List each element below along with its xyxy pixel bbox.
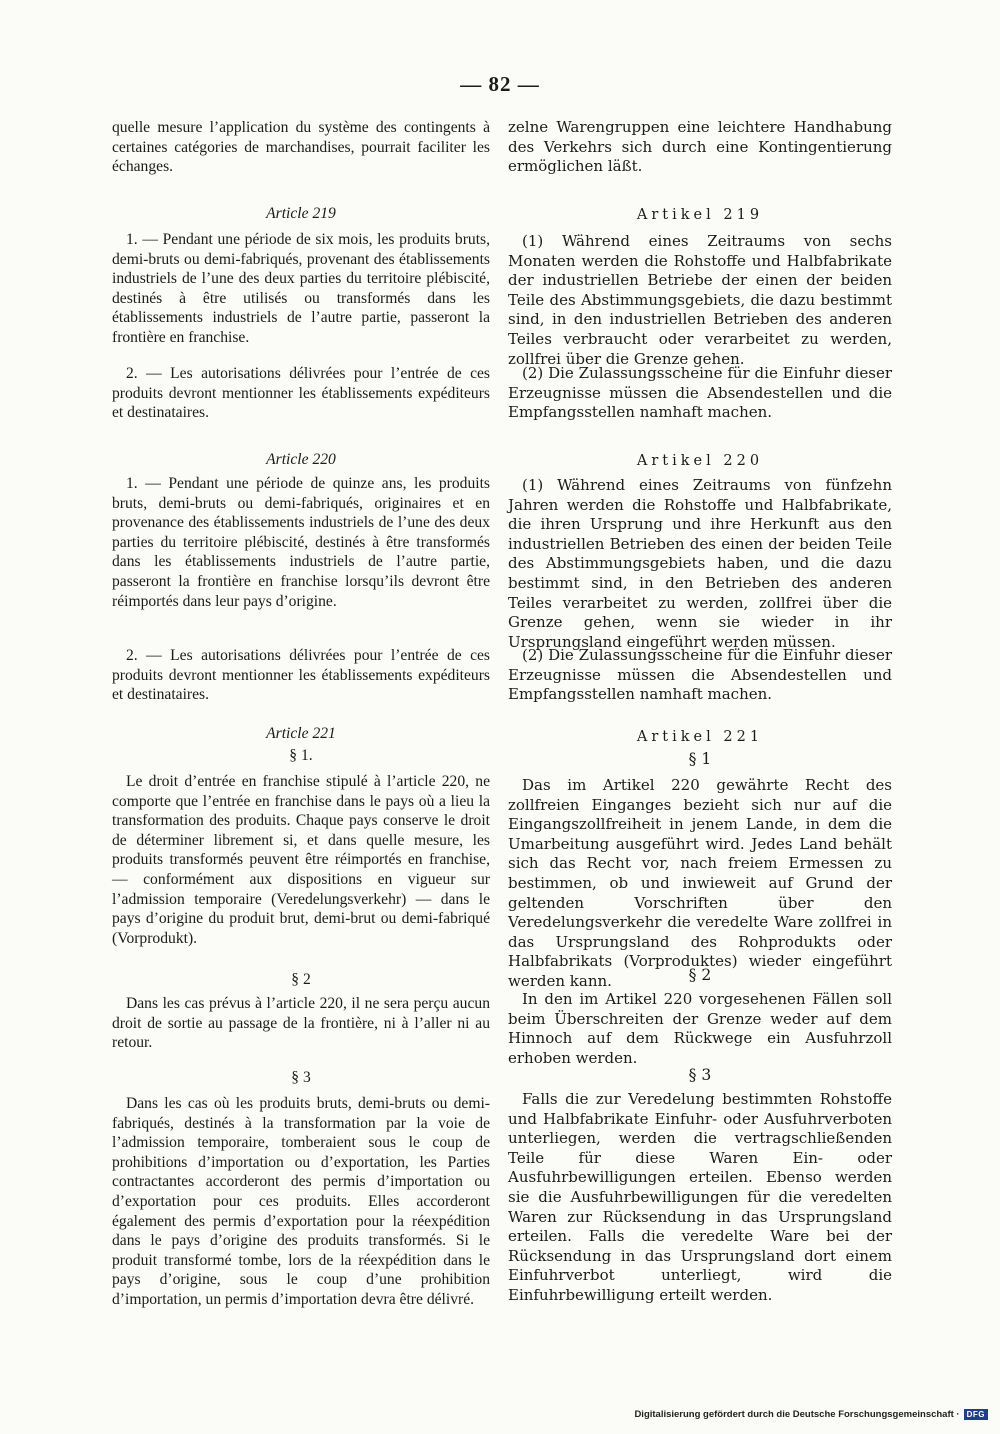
artikel-219-title: Artikel 219	[636, 207, 764, 223]
dfg-logo: DFG	[964, 1409, 988, 1420]
article-221-title: Article 221	[266, 725, 336, 742]
article-219-paragraph-2: 2. — Les autorisations délivrées pour l’entrée de ces produits devront mentionner les établissements expéditeurs et destinataires.	[112, 365, 490, 422]
artikel-220-paragraph-2: (2) Die Zulassungsscheine für die Einfuhr dieser Erzeugnisse müssen die Absendestellen und Empfangsstellen namhaft machen.	[508, 646, 892, 704]
artikel-221-section-3-label: § 3	[688, 1066, 712, 1084]
artikel-220-paragraph-1: (1) Während eines Zeitraums von fünfzehn Jahren werden die Rohstoffe und Halbfabrikate, die ihren Ursprung und ihre Herkunft aus den industriellen Betrieben des einen der beiden Teile des Abstimmungsgebiets haben, und die dazu bestimmt sind, in den Betrieben des anderen Teiles verarbeitet zu werden, zollfrei über die Grenze gehen, wenn sie wieder in ihr Ursprungsland eingeführt werden müssen.	[508, 476, 892, 651]
credit-text: Digitalisierung gefördert durch die Deutsche Forschungsgemeinschaft ·	[634, 1409, 960, 1420]
french-intro-block	[112, 118, 490, 177]
article-220-paragraph-1: 1. — Pendant une période de quinze ans, les produits bruts, demi-bruts ou demi-fabriqués, originaires et en provenance des établissements industriels de l’une des deux parties du territoire plébiscité, destinés à être transformés dans les établissements industriels de l’autre partie, passeront la frontière en franchise lorsqu’ils devront être réimportés dans leur pays d’origine.	[112, 475, 490, 610]
artikel-220-title: Artikel 220	[636, 453, 764, 469]
german-intro: zelne Warengruppen eine leichtere Handhabung des Verkehrs sich durch eine Kontingentierung ermöglichen läßt.	[508, 118, 892, 176]
artikel-221-section-1-text: Das im Artikel 220 gewährte Recht des zollfreien Einganges bezieht sich nur auf die Eingangszollfreiheit in jenem Lande, in dem die Umarbeitung ausgeführt wird. Jedes Land behält sich das Recht vor, nach freiem Ermessen zu bestimmen, ob und inwieweit auf Grund der geltenden Vorschriften über den Veredelungsverkehr die veredelte Ware zollfrei in das Ursprungsland des Rohprodukts oder Halbfabrikats (Vorproduktes) wieder eingeführt werden kann.	[508, 776, 892, 990]
article-221-section-2-text: Dans les cas prévus à l’article 220, il ne sera perçu aucun droit de sortie au passage de la frontière, ni à l’aller ni au retour.	[112, 995, 490, 1052]
page-number: — 82 —	[460, 72, 540, 96]
article-221-section-1-label: § 1.	[289, 747, 313, 764]
artikel-219-paragraph-2: (2) Die Zulassungsscheine für die Einfuhr dieser Erzeugnisse müssen die Absendestellen und die Empfangsstellen namhaft machen.	[508, 364, 892, 422]
artikel-221-section-2-text: In den im Artikel 220 vorgesehenen Fällen soll beim Überschreiten der Grenze weder auf dem Hinnoch auf dem Rückwege ein Ausfuhrzoll erhoben werden.	[508, 990, 892, 1067]
article-219-title: Article 219	[266, 205, 336, 222]
article-220-title: Article 220	[266, 451, 336, 468]
article-219-paragraph-1: 1. — Pendant une période de six mois, les produits bruts, demi-bruts ou demi-fabriqués, provenant des établissements industriels de l’une des deux parties du territoire plébiscité, destinés à être utilisés ou transformés dans les établissements industriels de l’autre partie, passeront la frontière en franchise.	[112, 231, 490, 346]
artikel-221-section-2-label: § 2	[688, 966, 712, 984]
article-221-section-1-text: Le droit d’entrée en franchise stipulé à l’article 220, ne comporte que l’entrée en franchise dans le pays où a lieu la transformation des produits. Chaque pays conserve le droit de déterminer librement si, et dans quelle mesure, les produits transformés peuvent être réimportés en franchise, — conformément aux dispositions en vigueur sur l’admission temporaire (Veredelungsverkehr) — dans le pays d’origine du produit brut, demi-brut ou demi-fabriqué (Vorprodukt).	[112, 773, 490, 947]
artikel-221-section-1-label: § 1	[688, 750, 712, 768]
article-221-section-3-text: Dans les cas où les produits bruts, demi-bruts ou demi-fabriqués, destinés à la transformation par la voie de l’admission temporaire, tomberaient sous le coup de prohibitions d’importation ou d’exportation, les Parties contractantes accorderont des permis d’importation ou d’exportation pour ces produits. Elles accorderont également des permis d’exportation pour la réexpédition dans le pays d’origine des produits transformés. Si le produit transformé tombe, lors de la réexpédition dans le pays d’origine, sous le coup d’une prohibition d’importation, un permis d’importation devra être délivré.	[112, 1095, 490, 1308]
artikel-221-section-3-text: Falls die zur Veredelung bestimmten Rohstoffe und Halbfabrikate Einfuhr- oder Ausfuhrverboten unterliegen, werden die vertragschließenden Teile für diese Waren Ein- oder Ausfuhrbewilligungen erteilen. Ebenso werden sie die Ausfuhrbewilligungen für die veredelten Waren zur Rücksendung in das Ursprungsland erteilen. Falls die veredelte Ware bei der Rücksendung in das Ursprungsland dort einem Einfuhrverbot unterliegt, wird die Einfuhrbewilligung erteilt werden.	[508, 1090, 892, 1304]
french-intro: quelle mesure l’application du système des contingents à certaines catégories de marchandises, pourrait faciliter les échanges.	[112, 119, 490, 176]
digitization-credit	[634, 1409, 988, 1420]
article-220-paragraph-2: 2. — Les autorisations délivrées pour l’entrée de ces produits devront mentionner les établissements expéditeurs et destinataires.	[112, 647, 490, 704]
artikel-219-paragraph-1: (1) Während eines Zeitraums von sechs Monaten werden die Rohstoffe und Halbfabrikate der industriellen Betriebe der einen der beiden Teile des Abstimmungsgebiets, die dazu bestimmt sind, in den industriellen Betrieben des anderen Teiles verbraucht oder verarbeitet zu werden, zollfrei über die Grenze gehen.	[508, 232, 892, 368]
artikel-221-title: Artikel 221	[636, 729, 764, 745]
article-221-section-2-label: § 2	[291, 971, 311, 988]
article-221-section-3-label: § 3	[291, 1069, 311, 1086]
